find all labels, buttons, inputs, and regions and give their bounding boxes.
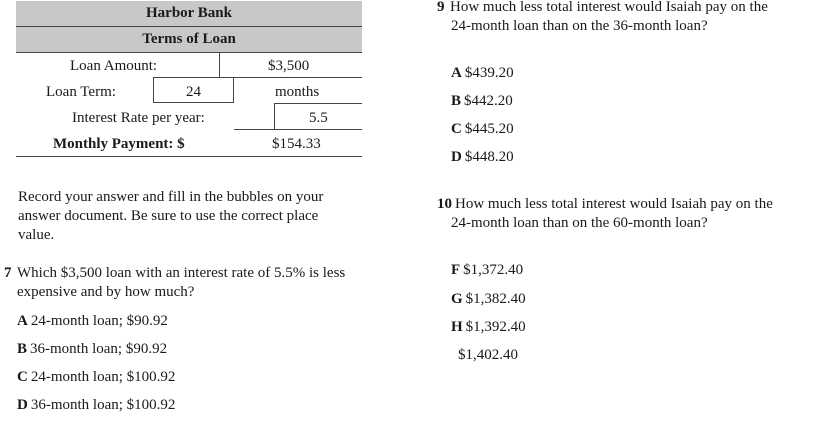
choice-text: $1,402.40 bbox=[458, 347, 518, 363]
q9-choice-a[interactable] bbox=[451, 64, 514, 82]
choice-letter: D bbox=[17, 397, 28, 413]
q9-choice-d[interactable] bbox=[451, 148, 514, 166]
q7-choice-a[interactable] bbox=[17, 312, 168, 330]
q10-choice-h[interactable] bbox=[451, 318, 526, 336]
choice-text: $1,382.40 bbox=[465, 291, 526, 307]
question-9-text: 24-month loan than on the 36-month loan? bbox=[451, 18, 708, 34]
choice-letter: B bbox=[17, 341, 28, 357]
choice-text: 24-month loan; $100.92 bbox=[30, 369, 176, 385]
bank-name-header: Harbor Bank bbox=[16, 1, 362, 26]
choice-letter: D bbox=[451, 149, 462, 165]
question-7-text: Which $3,500 loan with an interest rate of 5.5% is less bbox=[17, 265, 346, 281]
choice-text: $445.20 bbox=[464, 121, 514, 137]
loan-term-label: Loan Term: bbox=[46, 84, 116, 100]
q10-choice-g[interactable] bbox=[451, 290, 526, 308]
choice-letter: H bbox=[451, 319, 463, 335]
table-divider bbox=[274, 103, 362, 104]
instructions-line: Record your answer and fill in the bubbles on your bbox=[18, 189, 324, 205]
choice-text: $442.20 bbox=[464, 93, 513, 109]
table-divider bbox=[234, 77, 362, 78]
interest-rate-label: Interest Rate per year: bbox=[72, 110, 205, 126]
instructions-line: value. bbox=[18, 227, 55, 243]
q9-choice-b[interactable] bbox=[451, 92, 513, 110]
choice-letter: C bbox=[451, 121, 462, 137]
choice-text: $1,372.40 bbox=[463, 262, 524, 278]
loan-term-unit: months bbox=[275, 84, 320, 100]
choice-letter: B bbox=[451, 93, 462, 109]
question-7-number: 7 bbox=[4, 265, 12, 281]
question-9-number: 9 bbox=[437, 0, 445, 15]
table-cell-border bbox=[219, 52, 220, 77]
choice-text: 36-month loan; $90.92 bbox=[30, 341, 168, 357]
choice-letter: A bbox=[17, 313, 28, 329]
terms-of-loan-header: Terms of Loan bbox=[16, 27, 362, 52]
loan-term-value: 24 bbox=[186, 84, 201, 100]
choice-letter: F bbox=[451, 262, 461, 278]
q9-choice-c[interactable] bbox=[451, 120, 514, 138]
loan-amount-label: Loan Amount: bbox=[70, 58, 158, 74]
choice-text: $439.20 bbox=[464, 65, 514, 81]
instructions-line: answer document. Be sure to use the correct place bbox=[18, 208, 319, 224]
q7-choice-b[interactable] bbox=[17, 340, 167, 358]
q7-choice-c[interactable] bbox=[17, 368, 175, 386]
table-divider bbox=[234, 129, 362, 130]
q10-choice-f[interactable] bbox=[451, 261, 523, 279]
question-9-text: How much less total interest would Isaiah pay on the bbox=[450, 0, 768, 15]
choice-text: $448.20 bbox=[464, 149, 514, 165]
question-10-text: 24-month loan than on the 60-month loan? bbox=[451, 215, 708, 231]
question-10-number: 10 bbox=[437, 196, 452, 212]
interest-rate-value: 5.5 bbox=[309, 110, 328, 126]
choice-letter: C bbox=[17, 369, 28, 385]
question-7-text: expensive and by how much? bbox=[17, 284, 195, 300]
table-divider bbox=[16, 52, 362, 53]
q7-choice-d[interactable] bbox=[17, 396, 175, 414]
monthly-payment-label: Monthly Payment: $ bbox=[53, 136, 185, 152]
monthly-payment-value: $154.33 bbox=[272, 136, 321, 152]
choice-letter: G bbox=[451, 291, 463, 307]
choice-text: $1,392.40 bbox=[465, 319, 526, 335]
question-10-text: How much less total interest would Isaiah pay on the bbox=[455, 196, 773, 212]
loan-amount-value: $3,500 bbox=[268, 58, 310, 74]
choice-text: 24-month loan; $90.92 bbox=[30, 313, 168, 329]
table-cell-border bbox=[274, 103, 275, 129]
choice-text: 36-month loan; $100.92 bbox=[30, 397, 176, 413]
table-bottom-border bbox=[16, 156, 362, 157]
choice-letter: A bbox=[451, 65, 462, 81]
q10-choice-j[interactable] bbox=[451, 346, 518, 364]
